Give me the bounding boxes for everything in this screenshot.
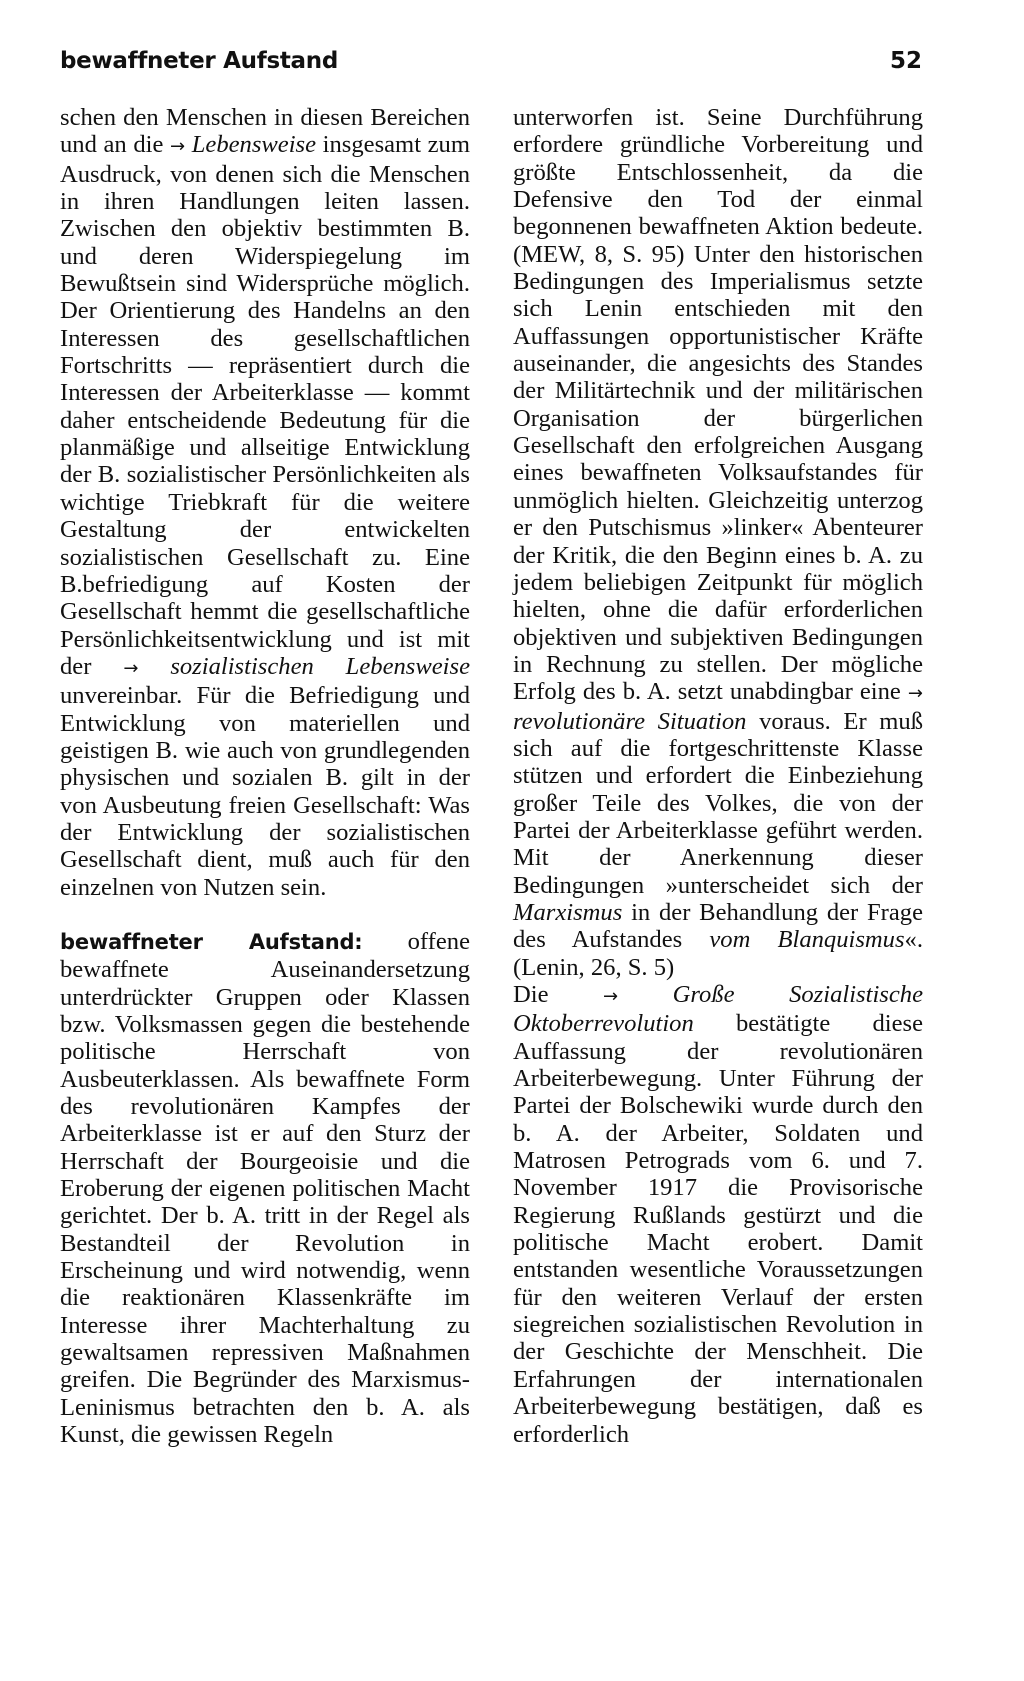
cross-reference-marxismus: Marxismus (513, 898, 623, 926)
cross-reference-arrow-icon: → (907, 683, 923, 705)
cross-reference-revolutionaere-situation: revolutionäre Situation (513, 707, 747, 735)
text-run: voraus. Er muß sich auf die fortgeschrittenste Klasse stützen und erfordert die Einbeziehung großer Teile des Volkes, die von der Partei der Arbeiterklasse geführt werden. Mit der Anerkennung dieser Bedingungen »unterscheidet sich der (513, 707, 923, 899)
entry-body-paragraph (513, 104, 923, 981)
text-run: Die (513, 981, 604, 1008)
running-head-term: bewaffneter Aufstand (60, 48, 338, 74)
text-run: unvereinbar. Für die Befriedigung und Entwicklung von materiellen und geistigen B. wie auch von grundlegenden physischen und sozialen B. gilt in der von Ausbeutung freien Gesellschaft: Was der Entwicklung der sozialistischen Gesellschaft dient, muß auch für den einzelnen von Nutzen sein. (60, 682, 470, 901)
text-run: schen den Menschen in diesen Bereichen und an die (60, 104, 470, 159)
text-run: offene bewaffnete Auseinandersetzung unterdrückter Gruppen oder Klassen bzw. Volksmassen gegen die bestehende politische Herrschaft von Ausbeuterklassen. Als bewaffnete Form des revolutionären Kampfes der Arbeiterklasse ist er auf den Sturz der Herrschaft der Bourgeoisie und die Eroberung der eigenen politischen Macht gerichtet. Der b. A. tritt in der Regel als Bestandteil der Revolution in Erscheinung und wird notwendig, wenn die reaktionären Klassenkräfte im Interesse ihrer Machterhaltung zu gewaltsamen repressiven Maßnahmen greifen. Die Begründer des Marxismus-Leninismus betrachten den b. A. als Kunst, die gewissen Regeln (60, 927, 470, 1449)
cross-reference-sozialistische-lebensweise: sozialistischen Lebensweise (170, 652, 470, 680)
running-header (60, 48, 922, 88)
cross-reference-arrow-icon: → (123, 657, 139, 679)
text-run: in der Behandlung der Frage des Aufstandes (513, 898, 923, 954)
entry-bewaffneter-aufstand (60, 928, 470, 1449)
cross-reference-lebensweise: Lebensweise (191, 131, 317, 159)
text-run: unterworfen ist. Seine Durchführung erfordere gründliche Vorbereitung und größte Entschlossenheit, da die Defensive den Tod der einmal begonnenen bewaffneten Aktion bedeute. (MEW, 8, S. 95) Unter den historischen Bedingungen des Imperialismus setzte sich Lenin entschieden mit den Auffassungen opportunistischer Kräfte auseinander, die angesichts des Standes der Militärtechnik und der militärischen Organisation der bürgerlichen Gesellschaft den erfolgreichen Ausgang eines bewaffneten Volksaufstandes für unmöglich hielten. Gleichzeitig unterzog er den Putschismus »linker« Abenteurer der Kritik, die den Beginn eines b. A. zu jedem beliebigen Zeitpunkt für möglich hielten, ohne die dafür erforderlichen objektiven und subjektiven Bedingungen in Rechnung zu stellen. Der mögliche Erfolg des b. A. setzt unabdingbar eine (513, 104, 923, 706)
entry-headword: bewaffneter Aufstand: (60, 929, 363, 954)
text-run: insgesamt zum Ausdruck, von denen sich die Menschen in ihren Handlungen leiten lassen. Zwischen den objektiv bestimmten B. und deren Widerspiegelung im Bewußtsein sind Widersprüche möglich. Der Orientierung des Handelns an den Interessen des gesellschaftlichen Fortschritts — repräsentiert durch die Interessen der Arbeiterklasse — kommt daher entscheidende Bedeutung für die planmäßige und allseitige Entwicklung der B. sozialistischer Persönlichkeiten als wichtige Triebkraft für die weitere Gestaltung der entwickelten sozialistischen Gesellschaft zu. Eine B.befriedigung auf Kosten der Gesellschaft hemmt die gesellschaftliche Persönlichkeitsentwicklung und ist mit der (60, 131, 470, 680)
entry-body-paragraph (513, 981, 923, 1448)
text-run: bestätigte diese Auffassung der revolutionären Arbeiterbewegung. Unter Führung der Partei der Bolschewiki wurde durch den b. A. der Arbeiter, Soldaten und Matrosen Petrograds vom 6. und 7. November 1917 die Provisorische Regierung Rußlands gestürzt und die politische Macht erobert. Damit entstanden wesentliche Voraussetzungen für den weiteren Verlauf der ersten siegreichen sozialistischen Revolution in der Geschichte der Menschheit. Die Erfahrungen der internationalen Arbeiterbewegung bestätigen, daß es erforderlich (513, 1010, 923, 1448)
page-number: 52 (889, 48, 922, 74)
entry-continuation-paragraph (60, 104, 470, 901)
cross-reference-oktoberrevolution: Große Sozialistische Oktoberrevolution (513, 981, 923, 1038)
cross-reference-arrow-icon: → (170, 136, 186, 158)
left-column (60, 104, 470, 1449)
quoted-term-blanquismus: vom Blanquismus (709, 926, 905, 954)
cross-reference-arrow-icon: → (603, 986, 619, 1007)
right-column (513, 104, 923, 1448)
text-run: «. (Lenin, 26, S. 5) (513, 926, 923, 981)
